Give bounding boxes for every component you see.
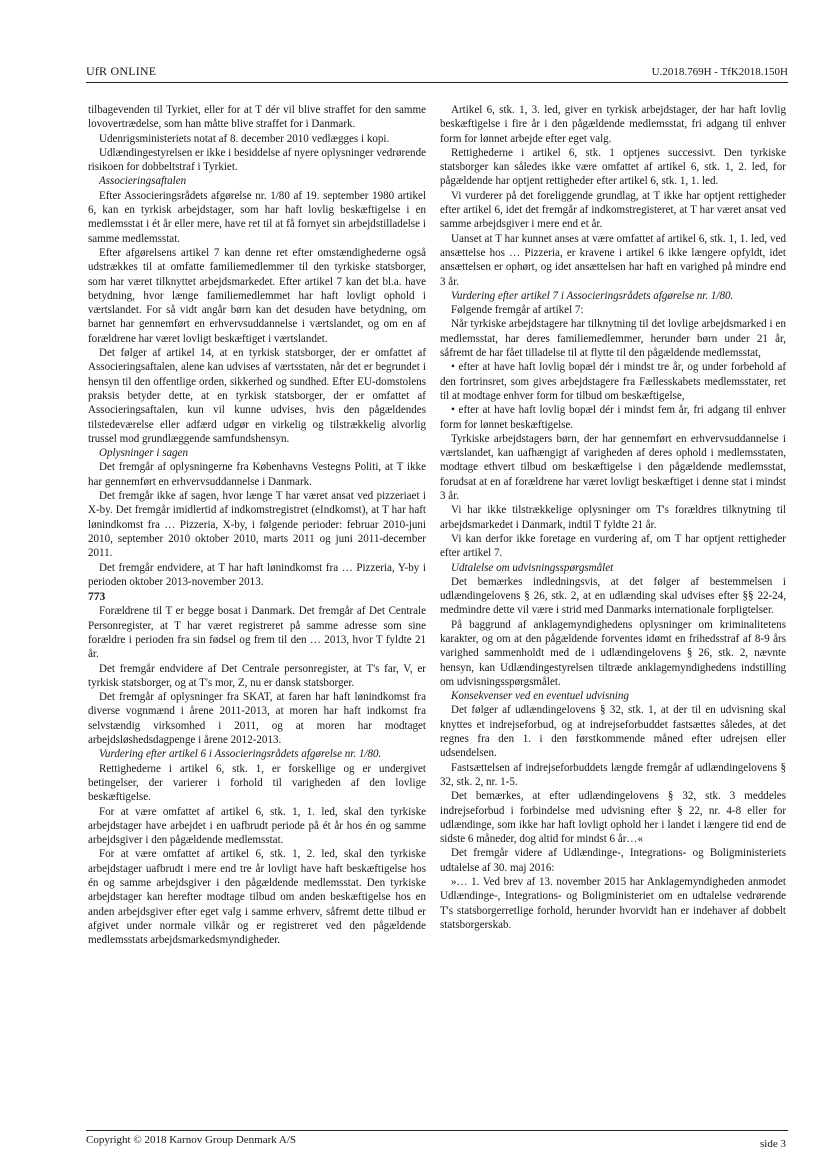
paragraph: Udenrigsministeriets notat af 8. december 2010 vedlægges i kopi. [99,132,390,145]
source-page-number: 773 [88,591,106,604]
paragraph: Vi har ikke tilstrækkelige oplysninger om T's forældres tilknytning til arbejdsmarkedet i Danmark, indtil T fyldte 21 år. [440,504,786,531]
paragraph: Det fremgår af oplysningerne fra Københavns Vestegns Politi, at T ikke har gennemført en erhvervsuddannelse i Danmark. [88,461,426,488]
paragraph: Efter Associeringsrådets afgørelse nr. 1/80 af 19. september 1980 artikel 6, kan en tyrkisk arbejdstager, som har haft lovlig beskæftigelse i en medlemsstat i ét år eller mere, have ret til at få fornyet sin arbejdstilladelse i samme medlemsstat. [88,189,426,245]
footer-copyright: Copyright © 2018 Karnov Group Denmark A/S [86,1134,297,1146]
paragraph: Det fremgår endvidere, at T har haft lønindkomst fra … Pizzeria, Y-by i perioden oktober 2013-november 2013. [88,561,426,588]
left-text-column [88,103,426,948]
paragraph: Artikel 6, stk. 1, 3. led, giver en tyrkisk arbejdstager, der har haft lovlig beskæftigelse i fire år i den pågældende medlemsstat, fri adgang til enhver form for lønnet arbejde efter eget valg. [440,104,786,145]
paragraph: Rettighederne i artikel 6, stk. 1, er forskellige og er undergivet betingelser, der varierer i forhold til varigheden af den lovlige beskæftigelse. [88,762,426,804]
paragraph: tilbagevenden til Tyrkiet, eller for at T dér vil blive straffet for den samme lovovertrædelse, som han måtte blive straffet for i Danmark. [88,104,426,131]
paragraph: Forældrene til T er begge bosat i Danmark. Det fremgår af Det Centrale Personregister, at T har været registreret på samme adresse som sine forældre i perioden fra sin fødsel og frem til den … 2013, hvor T fyldte 21 år. [88,605,426,661]
paragraph: Følgende fremgår af artikel 7: [451,304,584,317]
right-text-column [440,103,786,932]
header-divider [86,82,788,83]
paragraph: Uanset at T har kunnet anses at være omfattet af artikel 6, stk. 1, 1. led, ved ansættelse hos … Pizzeria, er kravene i artikel 6 ikke længere opfyldt, idet ansættelsen er ophørt, og idet ansættelsen har haft en varighed på mindre end 3 år. [440,232,786,288]
paragraph: Udlændingestyrelsen er ikke i besiddelse af nyere oplysninger vedrørende risikoen for dobbeltstraf i Tyrkiet. [88,146,427,174]
paragraph: Fastsættelsen af indrejseforbuddets længde fremgår af udlændingelovens § 32, stk. 2, nr. 1-5. [440,761,786,788]
paragraph: Det fremgår ikke af sagen, hvor længe T har været ansat ved pizzeriaet i X-by. Det fremgår imidlertid af indkomstregistret (eIndkomst), at T har haft lønindkomst fra … Pizzeria, X-by, i følgende perioder: februar 2010-juni 2010, september 2010 oktober 2010, marts 2011 og juni 2011-december 2011. [88,490,426,560]
paragraph: Det følger af artikel 14, at en tyrkisk statsborger, der er omfattet af Associeringsaftalen, alene kan udvises af værtsstaten, når det er begrundet i hensyn til den offentlige orden, sikkerhed og sundhed. Efter EU-domstolens praksis betyder dette, at en tyrkisk statsborger, der er omfattet af Associeringsaftalen, kun vil kunne udvises, hvis den pågældendes tilstedeværelse eller adfærd udgør en virkelig og tilstrækkelig alvorlig trussel mod grundlæggende samfundshensyn. [88,347,426,445]
section-heading: Konsekvenser ved en eventuel udvisning [451,690,629,703]
paragraph: Tyrkiske arbejdstagers børn, der har gennemført en erhvervsuddannelse i værtslandet, kan uafhængigt af varigheden af deres ophold i medlemsstaten, modtage ethvert tilbud om beskæftigelse i den pågældende medlemsstat, forudsat at en af forældrene har været lovligt beskæftiget i denne stat i mindst 3 år. [440,432,786,503]
paragraph: • efter at have haft lovlig bopæl dér i mindst fem år, fri adgang til enhver form for lønnet beskæftigelse. [440,404,786,431]
section-heading: Udtalelse om udvisningsspørgsmålet [451,561,614,574]
footer-page-number: side 3 [760,1138,786,1150]
header-publication: UfR ONLINE [86,64,157,78]
paragraph: For at være omfattet af artikel 6, stk. 1, 1. led, skal den tyrkiske arbejdstager have arbejdet i en uafbrudt periode på ét år hos én og samme arbejdsgiver i den pågældende medlemsstat. [88,805,426,847]
paragraph: Det fremgår videre af Udlændinge-, Integrations- og Boligministeriets udtalelse af 30. maj 2016: [440,847,786,874]
section-heading: Vurdering efter artikel 6 i Associeringsrådets afgørelse nr. 1/80. [99,748,382,761]
paragraph: På baggrund af anklagemyndighedens oplysninger om kriminalitetens karakter, og om at den pågældende forventes idømt en frihedsstraf af 8-9 års varighed sammenholdt med de i udlændingelovens § 26, stk. 2, nævnte hensyn, kan Udlændingestyrelsen tiltræde anklagemyndighedens indstilling om udvisningsspørgsmålet. [440,618,786,688]
paragraph: Efter afgørelsens artikel 7 kan denne ret efter omstændighederne også udstrækkes til at omfatte familiemedlemmer til den tyrkiske statsborger, som har været tilknyttet arbejdsmarkedet. Efter artikel 7 kan det bl.a. have betydning, hvor længe familiemedlemmet har haft lovligt ophold i værtslandet. For så vidt angår børn kan det desuden have betydning, om barnet har gennemført en erhvervsuddannelse i værtslandet, og om en af forældrene har været lovligt beskæftiget i værtslandet. [88,246,426,345]
paragraph: Det fremgår endvidere af Det Centrale personregister, at T's far, V, er tyrkisk statsborger, og at T's mor, Z, nu er dansk statsborger. [88,662,426,689]
section-heading: Vurdering efter artikel 7 i Associeringsrådets afgørelse nr. 1/80. [451,289,734,302]
paragraph: Det fremgår af oplysninger fra SKAT, at faren har haft lønindkomst fra diverse vognmænd i årene 2011-2013, at moren har haft indkomst fra selvstændig virksomhed i 2011, og at moren har modtaget arbejdsløshedsdagpenge i årene 2012-2013. [88,691,426,747]
paragraph: »… 1. Ved brev af 13. november 2015 har Anklagemyndigheden anmodet Udlændinge-, Integrations- og Boligministeriet om en udtalelse vedrørende T's statsborgerretlige forhold, herunder hvorvidt han er indehaver af dobbelt statsborgerskab. [440,876,786,931]
paragraph: Når tyrkiske arbejdstagere har tilknytning til det lovlige arbejdsmarked i en medlemsstat, har deres familiemedlemmer, herunder børn under 21 år, såfremt de har fået tilladelse til at flytte til den pågældende medlemsstat, [440,318,786,360]
paragraph: Det bemærkes indledningsvis, at det følger af bestemmelsen i udlændingelovens § 26, stk. 2, at en udlænding skal udvises efter §§ 22-24, medmindre dette vil være i strid med Danmarks internationale forpligtelser. [440,575,786,617]
paragraph: Vi kan derfor ikke foretage en vurdering af, om T har optjent rettigheder efter artikel 7. [440,532,786,560]
footer-divider [86,1130,788,1131]
paragraph: • efter at have haft lovlig bopæl dér i mindst tre år, og under forbehold af den fortrinsret, som gives arbejdstagere fra Fællesskabets medlemsstater, ret til at modtage enhver form for tilbud om beskæftigelse, [440,361,786,402]
paragraph: Det bemærkes, at efter udlændingelovens § 32, stk. 3 meddeles indrejseforbud i forbindelse med udvisning efter § 22, nr. 4-8 eller for udlændinge, som ikke har haft lovligt ophold her i landet i længere tid end de sidste 6 måneder, dog altid for mindst 6 år…« [440,790,786,846]
paragraph: Rettighederne i artikel 6, stk. 1 optjenes successivt. Den tyrkiske statsborger kan således ikke være omfattet af artikel 6, stk. 1, 2. led, for pågældende har optjent rettigheder efter artikel 6, stk. 1, 1. led. [440,146,786,188]
header-citation: U.2018.769H - TfK2018.150H [651,66,788,78]
section-heading: Associeringsaftalen [99,175,187,188]
section-heading: Oplysninger i sagen [99,447,188,460]
paragraph: Vi vurderer på det foreliggende grundlag, at T ikke har optjent rettigheder efter artikel 6, idet det fremgår af indkomstregisteret, at T har været ansat ved samme arbejdsgiver i mere end et år. [440,189,786,231]
paragraph: Det følger af udlændingelovens § 32, stk. 1, at der til en udvisning skal knyttes et indrejseforbud, og at indrejseforbuddet fastsættes således, at det regnes fra den 1. i den førstkommende måned efter udrejsen eller udsendelsen. [440,704,786,760]
paragraph: For at være omfattet af artikel 6, stk. 1, 2. led, skal den tyrkiske arbejdstager uafbrudt i mere end tre år lovligt have haft beskæftigelse hos én og samme arbejdsgiver i den pågældende medlemsstat. Den tyrkiske arbejdstager kan herefter modtage tilbud om anden beskæftigelse hos en anden arbejdsgiver efter eget valg i samme erhverv, såfremt dette tilbud er afgivet under normale vilkår og er registreret ved den pågældende medlemsstats arbejdsmarkedsmyndigheder. [88,848,426,947]
